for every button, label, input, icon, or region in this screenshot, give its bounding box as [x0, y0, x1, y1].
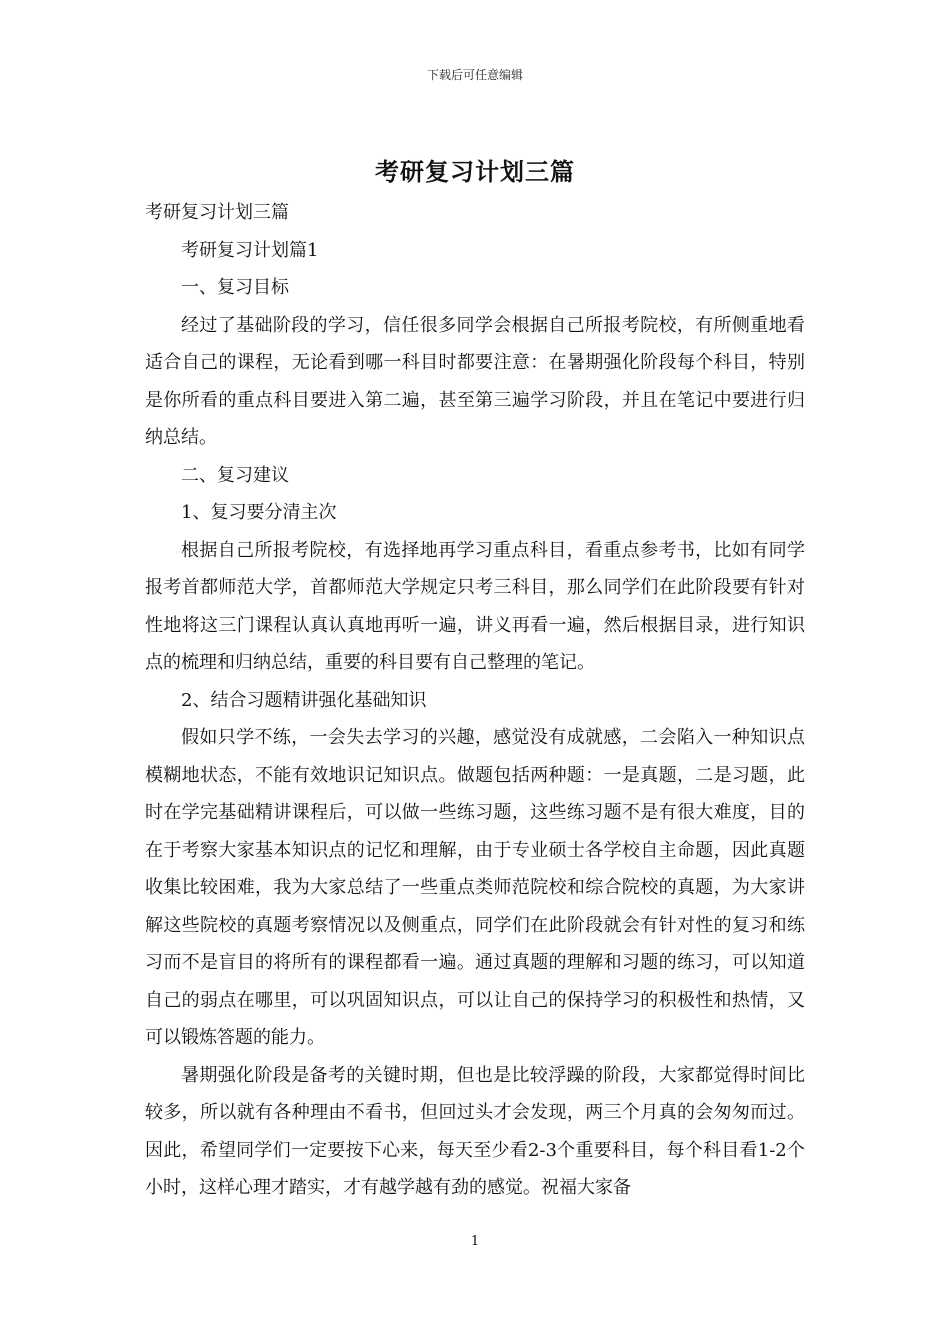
- section-heading: 考研复习计划篇1: [181, 239, 319, 261]
- advice-heading: 二、复习建议: [181, 464, 289, 486]
- advice2-paragraph: 假如只学不练，一会失去学习的兴趣，感觉没有成就感，二会陷入一种知识点模糊地状态，不能有效地识记知识点。做题包括两种题：一是真题，二是习题，此时在学完基础精讲课程后，可以做一些练习题，这些练习题不是有很大难度，目的在于考察大家基本知识点的记忆和理解，由于专业硕士各学校自主命题，因此真题收集比较困难，我为大家总结了一些重点类师范院校和综合院校的真题，为大家讲解这些院校的真题考察情况以及侧重点，同学们在此阶段就会有针对性的复习和练习而不是盲目的将所有的课程都看一遍。通过真题的理解和习题的练习，可以知道自己的弱点在哪里，可以巩固知识点，可以让自己的保持学习的积极性和热情，又可以锻炼答题的能力。: [145, 727, 805, 1048]
- advice2-heading: 2、结合习题精讲强化基础知识: [181, 689, 427, 711]
- subtitle: 考研复习计划三篇: [145, 202, 289, 223]
- advice1-heading: 1、复习要分清主次: [181, 502, 337, 523]
- header-note: 下载后可任意编辑: [426, 68, 523, 82]
- advice1-paragraph: 根据自己所报考院校，有选择地再学习重点科目，看重点参考书，比如有同学报考首都师范大学，首都师范大学规定只考三科目，那么同学们在此阶段要有针对性地将这三门课程认真认真地再听一遍，讲义再看一遍，然后根据目录，进行知识点的梳理和归纳总结，重要的科目要有自己整理的笔记。: [145, 539, 805, 673]
- goal-paragraph: 经过了基础阶段的学习，信任很多同学会根据自己所报考院校，有所侧重地看适合自己的课程，无论看到哪一科目时都要注意：在暑期强化阶段每个科目，特别是你所看的重点科目要进入第二遍，甚至第三遍学习阶段，并且在笔记中要进行归纳总结。: [145, 314, 805, 448]
- document-title: 考研复习计划三篇: [375, 157, 575, 186]
- goal-heading: 一、复习目标: [181, 277, 289, 298]
- summer-paragraph: 暑期强化阶段是备考的关键时期，但也是比较浮躁的阶段，大家都觉得时间比较多，所以就有各种理由不看书，但回过头才会发现，两三个月真的会匆匆而过。因此，希望同学们一定要按下心来，每天至少看2-3个重要科目，每个科目看1-2个小时，这样心理才踏实，才有越学越有劲的感觉。祝福大家备: [145, 1064, 805, 1198]
- page-number: 1: [470, 1234, 480, 1249]
- document-body: [145, 194, 805, 1207]
